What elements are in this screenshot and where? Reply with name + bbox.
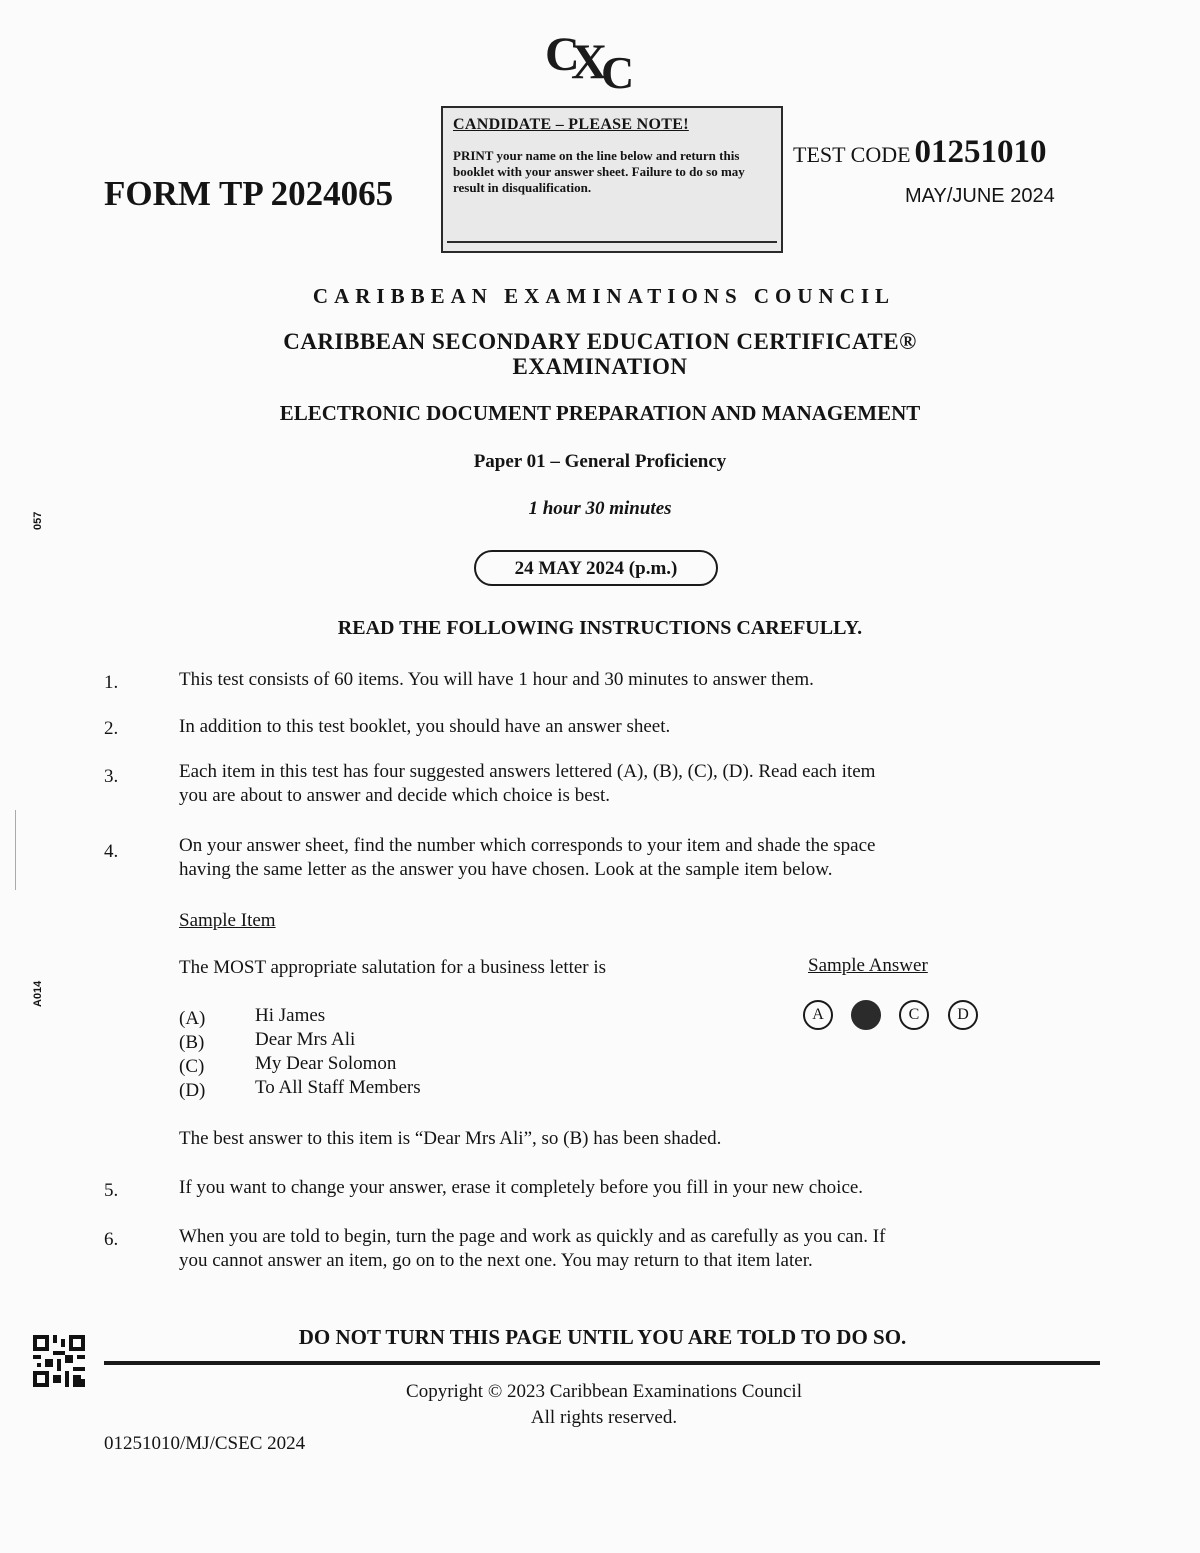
exam-date: 24 MAY 2024 (p.m.) xyxy=(474,550,718,586)
do-not-turn-warning: DO NOT TURN THIS PAGE UNTIL YOU ARE TOLD TO DO SO. xyxy=(298,1325,907,1349)
notice-title: CANDIDATE – PLEASE NOTE! xyxy=(453,116,689,133)
answer-bubble-d: D xyxy=(948,1000,978,1030)
item-number: 3. xyxy=(104,766,119,787)
option-text: Dear Mrs Ali xyxy=(255,1029,356,1050)
option-text: Hi James xyxy=(255,1005,326,1026)
answer-bubble-b xyxy=(851,1000,881,1030)
option-text: To All Staff Members xyxy=(255,1077,421,1098)
sample-explanation: The best answer to this item is “Dear Mrs Ali”, so (B) has been shaded. xyxy=(179,1128,722,1149)
svg-text:C: C xyxy=(545,28,580,81)
exam-session: MAY/JUNE 2024 xyxy=(905,185,1055,207)
footer-divider xyxy=(104,1361,1100,1365)
svg-text:X: X xyxy=(571,33,608,89)
margin-line xyxy=(15,810,16,890)
sample-answer-heading: Sample Answer xyxy=(808,955,928,976)
name-line xyxy=(447,241,777,243)
sample-item-heading: Sample Item xyxy=(179,910,276,931)
notice-body: PRINT your name on the line below and return this booklet with your answer sheet. Failure to do so may result in disqualification. xyxy=(453,148,745,195)
instruction-text: Each item in this test has four suggested answers lettered (A), (B), (C), (D). Read each item you are about to answer and decide which choice is best. xyxy=(179,761,876,806)
copyright-notice xyxy=(0,1379,1200,1431)
paper-title: Paper 01 – General Proficiency xyxy=(473,451,727,472)
certificate-line1: CARIBBEAN SECONDARY EDUCATION CERTIFICATE® xyxy=(283,329,917,354)
footer-paper-code: 01251010/MJ/CSEC 2024 xyxy=(104,1433,306,1454)
answer-bubble-c: C xyxy=(899,1000,929,1030)
cxc-logo xyxy=(543,22,647,94)
test-code-label: TEST CODE xyxy=(793,142,911,167)
instruction-text: In addition to this test booklet, you should have an answer sheet. xyxy=(179,716,671,737)
option-letter: (C) xyxy=(179,1056,205,1077)
copyright-line: Copyright © 2023 Caribbean Examinations Council xyxy=(406,1381,802,1402)
candidate-notice-box xyxy=(441,106,783,253)
certificate-line2: EXAMINATION xyxy=(512,354,688,379)
qr-code-icon xyxy=(33,1335,85,1387)
exam-duration: 1 hour 30 minutes xyxy=(528,498,672,519)
instruction-text: When you are told to begin, turn the page and work as quickly and as carefully as you can. If you cannot answer an item, go on to the next one. You may return to that item later. xyxy=(179,1226,886,1271)
test-code-value: 01251010 xyxy=(914,134,1047,170)
option-letter: (D) xyxy=(179,1080,206,1101)
option-text: My Dear Solomon xyxy=(255,1053,397,1074)
form-code: FORM TP 2024065 xyxy=(104,174,394,213)
item-number: 2. xyxy=(104,718,119,739)
item-number: 4. xyxy=(104,841,119,862)
sample-answer-bubbles xyxy=(800,1000,990,1034)
instruction-text: This test consists of 60 items. You will have 1 hour and 30 minutes to answer them. xyxy=(179,669,814,690)
option-letter: (B) xyxy=(179,1032,205,1053)
council-name: CARIBBEAN EXAMINATIONS COUNCIL xyxy=(312,284,896,308)
instructions-heading: READ THE FOLLOWING INSTRUCTIONS CAREFULLY. xyxy=(337,617,863,639)
margin-code-top: 057 xyxy=(32,511,44,530)
instruction-text: On your answer sheet, find the number which corresponds to your item and shade the space having the same letter as the answer you have chosen. Look at the sample item below. xyxy=(179,835,876,880)
answer-bubble-a: A xyxy=(803,1000,833,1030)
svg-text:C: C xyxy=(601,47,635,94)
item-number: 5. xyxy=(104,1180,119,1201)
test-code xyxy=(793,134,1047,171)
option-letter: (A) xyxy=(179,1008,206,1029)
margin-code-bottom: A014 xyxy=(32,980,44,1007)
rights-line: All rights reserved. xyxy=(530,1407,678,1428)
sample-question: The MOST appropriate salutation for a business letter is xyxy=(179,957,607,978)
certificate-title xyxy=(0,329,1200,379)
instruction-text: If you want to change your answer, erase it completely before you fill in your new choice. xyxy=(179,1177,864,1198)
item-number: 6. xyxy=(104,1229,119,1250)
subject-title: ELECTRONIC DOCUMENT PREPARATION AND MANAGEMENT xyxy=(279,401,921,425)
item-number: 1. xyxy=(104,672,119,693)
